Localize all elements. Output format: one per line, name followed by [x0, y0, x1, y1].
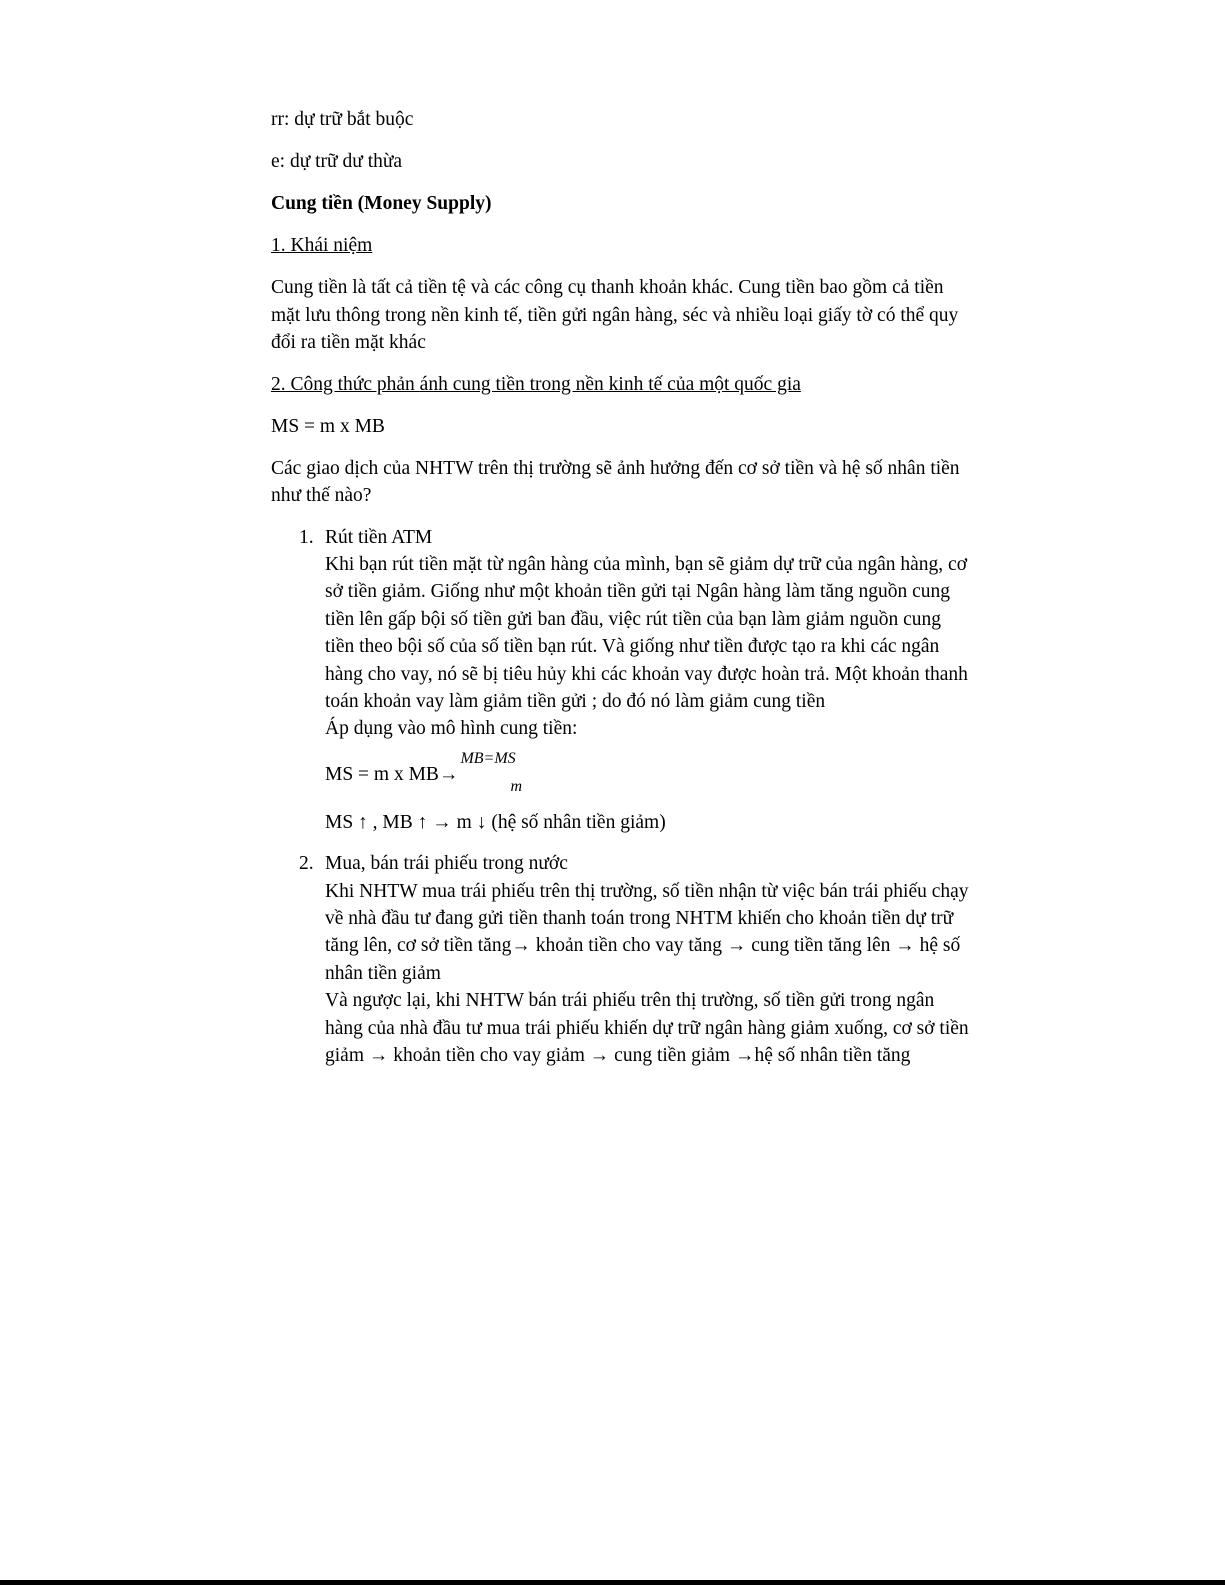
page-bottom-border [0, 1580, 1225, 1585]
subsection-title-1: 1. Khái niệm [271, 235, 373, 256]
list-number: 2. [299, 853, 314, 875]
fraction [458, 751, 548, 799]
list-item-title: Rút tiền ATM [325, 526, 433, 548]
apply-model-text: Áp dụng vào mô hình cung tiền: [325, 718, 578, 740]
list-item-atm [271, 524, 971, 837]
list-item-title: Mua, bán trái phiếu trong nước [325, 853, 568, 875]
effect-line: MS ↑ , MB ↑ → m ↓ (hệ số nhân tiền giảm) [325, 811, 666, 833]
fraction-formula-base: MS = m x MB→ [325, 763, 459, 785]
question-paragraph: Các giao dịch của NHTW trên thị trường sẽ ảnh hưởng đến cơ sở tiền và hệ số nhân tiền như thế nào? [271, 457, 960, 506]
concept-paragraph: Cung tiền là tất cả tiền tệ và các công cụ thanh khoản khác. Cung tiền bao gồm cả tiền mặt lưu thông trong nền kinh tế, tiền gửi ngân hàng, séc và nhiều loại giấy tờ có thể quy đổi ra tiền mặt khác [271, 277, 959, 353]
fraction-bottom: m [510, 777, 523, 795]
subsection-title-2: 2. Công thức phản ánh cung tiền trong nền kinh tế của một quốc gia [271, 373, 801, 395]
fraction-formula [325, 751, 971, 799]
money-supply-formula: MS = m x MB [271, 415, 385, 437]
list-item-body: Khi NHTW mua trái phiếu trên thị trường, số tiền nhận từ việc bán trái phiếu chạy về nhà đầu tư đang gửi tiền thanh toán trong NHTM khiến cho khoản tiền dự trữ tăng lên, cơ sở tiền tăng→ khoản tiền cho vay tăng → cung tiền tăng lên → hệ số nhân tiền giảm [325, 880, 969, 984]
fraction-top: MB=MS [460, 749, 516, 767]
transaction-list [271, 524, 971, 1070]
definition-rr: rr: dự trữ bắt buộc [271, 109, 414, 130]
definition-e: e: dự trữ dư thừa [271, 151, 403, 172]
document-content [271, 106, 971, 1083]
section-heading: Cung tiền (Money Supply) [271, 193, 492, 214]
list-item-body-2: Và ngược lại, khi NHTW bán trái phiếu trên thị trường, số tiền gửi trong ngân hàng của nhà đầu tư mua trái phiếu khiến dự trữ ngân hàng giảm xuống, cơ sở tiền giảm → khoản tiền cho vay giảm → cung tiền giảm →hệ số nhân tiền tăng [325, 990, 969, 1066]
list-item-body: Khi bạn rút tiền mặt từ ngân hàng của mình, bạn sẽ giảm dự trữ của ngân hàng, cơ sở tiền giảm. Giống như một khoản tiền gửi tại Ngân hàng làm tăng nguồn cung tiền lên gấp bội số tiền gửi ban đầu, việc rút tiền của bạn làm giảm nguồn cung tiền theo bội số của số tiền bạn rút. Và giống như tiền được tạo ra khi các ngân hàng cho vay, nó sẽ bị tiêu hủy khi các khoản vay được hoàn trả. Một khoản thanh toán khoản vay làm giảm tiền gửi ; do đó nó làm giảm cung tiền [325, 553, 968, 712]
list-item-bonds [271, 850, 971, 1069]
list-number: 1. [299, 526, 314, 548]
